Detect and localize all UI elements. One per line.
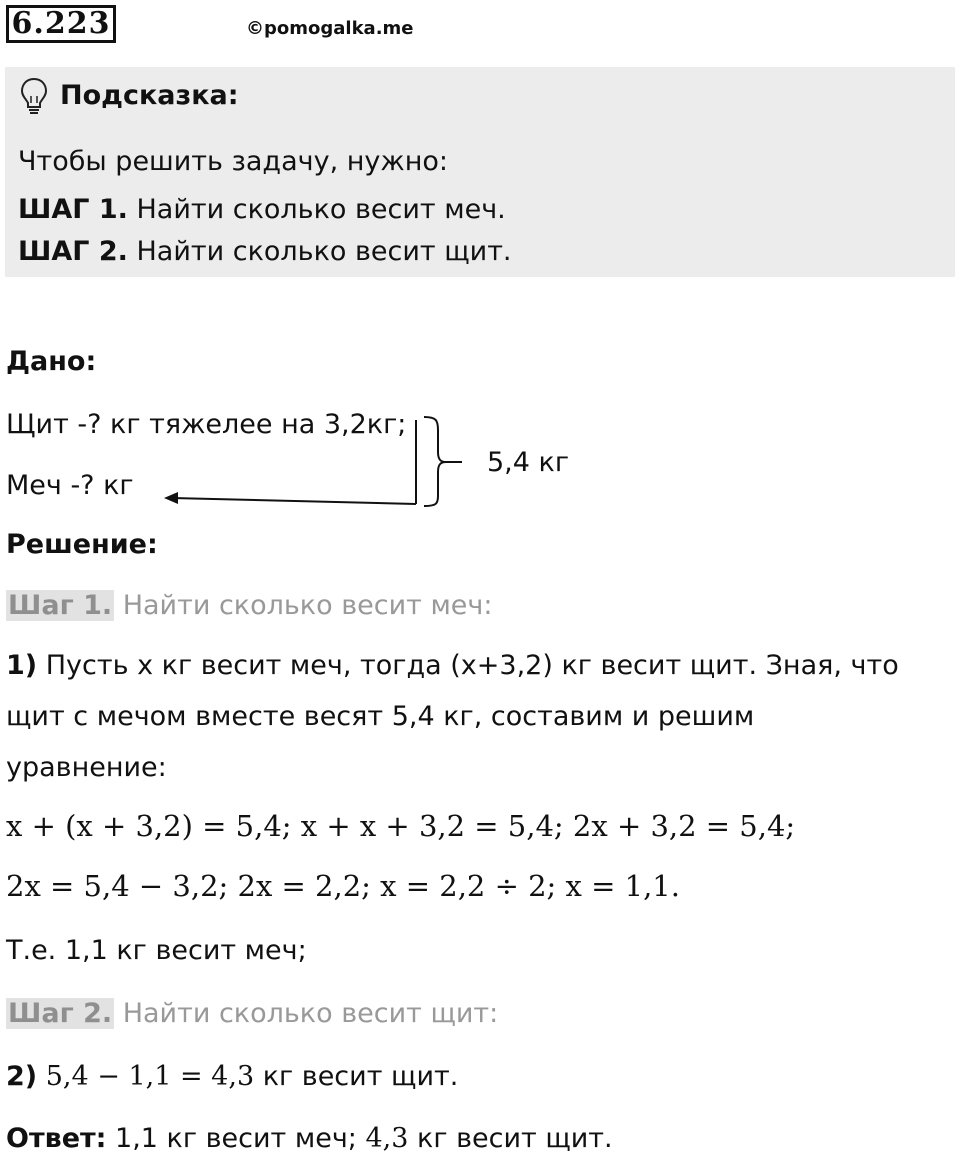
paragraph-2-number: 2): [6, 1061, 38, 1092]
step-1-label: Шаг 1.: [8, 590, 113, 621]
paragraph-1-line-3: уравнение:: [6, 752, 167, 783]
problem-number: 6.223: [6, 5, 116, 43]
hint-step-2: [18, 236, 512, 267]
answer: [6, 1123, 613, 1154]
hint-step-2-text: Найти сколько весит щит.: [127, 236, 512, 267]
given-total: 5,4 кг: [487, 447, 570, 478]
arrow-head-icon: [164, 492, 178, 504]
answer-math: 4,3: [365, 1123, 409, 1154]
given-shield: Щит -? кг тяжелее на 3,2кг;: [6, 409, 407, 440]
paragraph-1-line-2: щит с мечом вместе весят 5,4 кг, составим и решим: [6, 701, 755, 732]
step-2-text: Найти сколько весит щит:: [114, 998, 499, 1029]
paragraph-1-text: Пусть x кг весит меч, тогда (x+3,2) кг весит щит. Зная, что: [37, 650, 899, 681]
paragraph-2: [6, 1061, 458, 1092]
paragraph-2-math: 5,4 − 1,1 = 4,3: [37, 1061, 255, 1092]
hint-title: Подсказка:: [60, 80, 239, 111]
answer-label: Ответ:: [6, 1123, 107, 1154]
solution-step-1: [6, 590, 492, 621]
paragraph-1-conclusion: Т.е. 1,1 кг весит меч;: [6, 935, 307, 966]
hint-step-2-label: ШАГ 2.: [18, 236, 128, 267]
paragraph-1-line-1: [6, 650, 899, 681]
equation-line-1: x + (x + 3,2) = 5,4; x + x + 3,2 = 5,4; 2x + 3,2 = 5,4;: [6, 809, 796, 843]
lightbulb-icon: [18, 76, 50, 116]
answer-text-1: 1,1 кг весит меч;: [106, 1123, 366, 1154]
hint-step-1: [18, 194, 506, 225]
given-title: Дано:: [6, 346, 97, 377]
watermark: ©pomogalka.me: [246, 18, 414, 39]
paragraph-1-number: 1): [6, 650, 38, 681]
curly-brace: [424, 417, 446, 506]
step-1-text: Найти сколько весит меч:: [114, 590, 493, 621]
step-2-label: Шаг 2.: [8, 998, 113, 1029]
hint-intro: Чтобы решить задачу, нужно:: [18, 146, 448, 177]
hint-step-1-text: Найти сколько весит меч.: [127, 194, 506, 225]
solution-step-2: [6, 998, 498, 1029]
paragraph-2-text: кг весит щит.: [254, 1061, 459, 1092]
solution-title: Решение:: [6, 529, 158, 560]
given-sword: Меч -? кг: [6, 470, 134, 501]
arrow-line: [172, 498, 416, 504]
answer-text-2: кг весит щит.: [408, 1123, 613, 1154]
hint-step-1-label: ШАГ 1.: [18, 194, 128, 225]
equation-line-2: 2x = 5,4 − 3,2; 2x = 2,2; x = 2,2 ÷ 2; x = 1,1.: [6, 869, 680, 903]
